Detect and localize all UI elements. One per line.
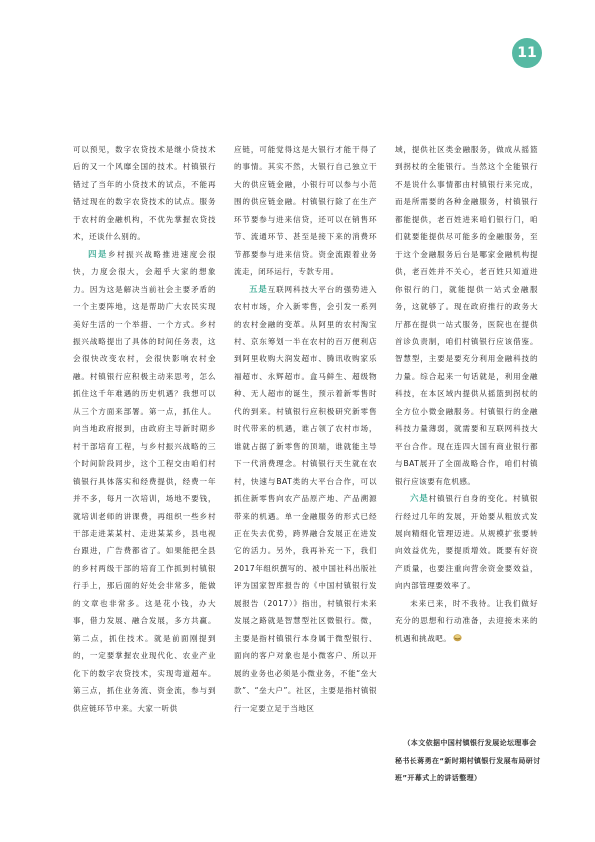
bean-end-icon — [453, 633, 462, 642]
text-column-1 — [73, 141, 216, 717]
page-number-badge — [512, 38, 542, 68]
paragraph — [73, 246, 216, 717]
paragraph: 应链，可能觉得这是大银行才能干得了的事情。其实不然，大银行自己独立干大的供应链金融，小银行可以参与小范围的供应链金融。村镇银行除了在生产环节要参与进来信贷，还可以在销售环节、流通环节、甚至是接下来的消费环节都要参与进来信贷。资金流跟着业务流走，闭环运行，专款专用。 — [234, 145, 377, 277]
point-marker: 六是 — [410, 493, 429, 504]
paragraph: 域，提供社区类金融服务，做成从摇篮到拐杖的全能银行。当然这个全能银行不是说什么事情都由村镇银行来完成，而是所需要的各种金融服务，村镇银行都能提供，老百姓进来咱们银行门，咱们就要能提供尽可能多的金融服务，至于这个金融服务后台是哪家金融机构提供，老百姓并不关心，老百姓只知道进你银行的门，就能提供一站式金融服务，这就够了。现在政府推行的政务大厅都在提供一站式服务，医院也在提供首诊负责制，咱们村镇银行应该借鉴。智慧型，主要是要充分利用金融科技的力量。综合起来一句话就是，利用金融科技，在本区域内提供从摇篮到拐杖的全方位小微金融服务。村镇银行的金融科技力量薄弱，就需要和互联网科技大平台合作。现在连四大国有商业银行都与BAT展开了全面战略合作，咱们村镇银行应该要有危机感。 — [395, 145, 538, 486]
point-marker: 五是 — [249, 283, 268, 294]
point-marker: 四是 — [88, 248, 108, 259]
paragraph-body: 村镇银行自身的变化。村镇银行经过几年的发展，开始要从粗放式发展向精细化管理迈进。从规模扩张要转向效益优先，要提质增效。既要有好资产质量，也要注重向营余资金要效益，向内部管理要效率了。 — [395, 494, 538, 591]
source-note: （本文依据中国村镇银行发展论坛理事会秘书长蒋勇在“新时期村镇银行发展布局研讨班”开幕式上的讲话整理） — [395, 739, 541, 782]
paragraph: 可以预见，数字农贷技术是继小贷技术后的又一个风靡全国的技术。村镇银行错过了当年的小贷技术的试点，不能再错过现在的数字农贷技术的试点。服务于农村的金融机构，不优先掌握农贷技术，还谈什么别的。 — [73, 145, 216, 242]
text-column-3 — [395, 141, 538, 647]
paragraph — [395, 490, 538, 595]
paragraph-body: 未来已来，时不我待。让我们做好充分的思想和行动准备，去迎接未来的机遇和挑战吧。 — [395, 598, 538, 643]
paragraph-body: 乡村振兴战略推进速度会很快，力度会很大，会超乎大家的想象力。因为这是解决当前社会主要矛盾的一个主要阵地，这是帮助广大农民实现美好生活的一个举措、一个方式。乡村振兴战略提出了具体的时间任务表，这会很快改变农村，会很快影响农村金融。村镇银行应积极主动来思考，怎么抓住这千年难遇的历史机遇？我想可以从三个方面来部署。第一点，抓住人。向当地政府报到，由政府主导新时期乡村干部培育工程，与乡村振兴战略的三个时间阶段同步，这个工程交由咱们村镇银行具体落实和经费提供，经费一年并不多，每月一次培训，场地不要钱，就培训老师的讲课费，再组织一些乡村干部走进某某村、走进某某乡，县电视台跟进，广告费都省了。如果能把全县的乡村两级干部的培育工作抓到村镇银行手上，那后面的好处会非常多，能做的文章也非常多。这是花小钱，办大事，借力发展、融合发展，多方共赢。第二点，抓住技术。就是前面刚提到的，一定要掌握农业现代化、农业产业化下的数字农贷技术，实现弯道超车。第三点，抓住业务流、资金流，参与到供应链环节中来。大家一听供 — [73, 249, 216, 713]
page-number: 11 — [517, 45, 537, 61]
paragraph — [234, 281, 377, 717]
paragraph-body: 互联网科技大平台的强势进入农村市场，介入新零售，会引发一系列的农村金融的变革。从阿里的农村淘宝村、京东筹划一半在农村的百万便利店到阿里收购大润发超市、腾讯收购家乐福超市、永辉超市。盒马鲜生、超级物种、无人超市的诞生，预示着新零售时代的到来。村镇银行应积极研究新零售时代带来的机遇，谁占领了农村市场，谁就占据了新零售的顶端，谁就能主导下一代消费理念。村镇银行天生就在农村，快速与BAT类的大平台合作，可以抓住新零售向农产品原产地、产品溯源带来的机遇。单一金融服务的形式已经正在失去优势，跨界融合发展正在进发它的活力。另外，我再补充一下，我们2017年组织撰写的、被中国社科出版社评为国家智库报告的《中国村镇银行发展报告（2017）》指出，村镇银行未来发展之路就是智慧型社区微银行。微，主要是指村镇银行本身属于微型银行、面向的客户对象也是小微客户、所以开展的业务也必须是小微业务，不能“垒大款”、“垒大户”。社区，主要是指村镇银行一定要立足于当地区 — [234, 284, 377, 713]
paragraph — [395, 595, 538, 647]
text-column-2 — [234, 141, 377, 717]
